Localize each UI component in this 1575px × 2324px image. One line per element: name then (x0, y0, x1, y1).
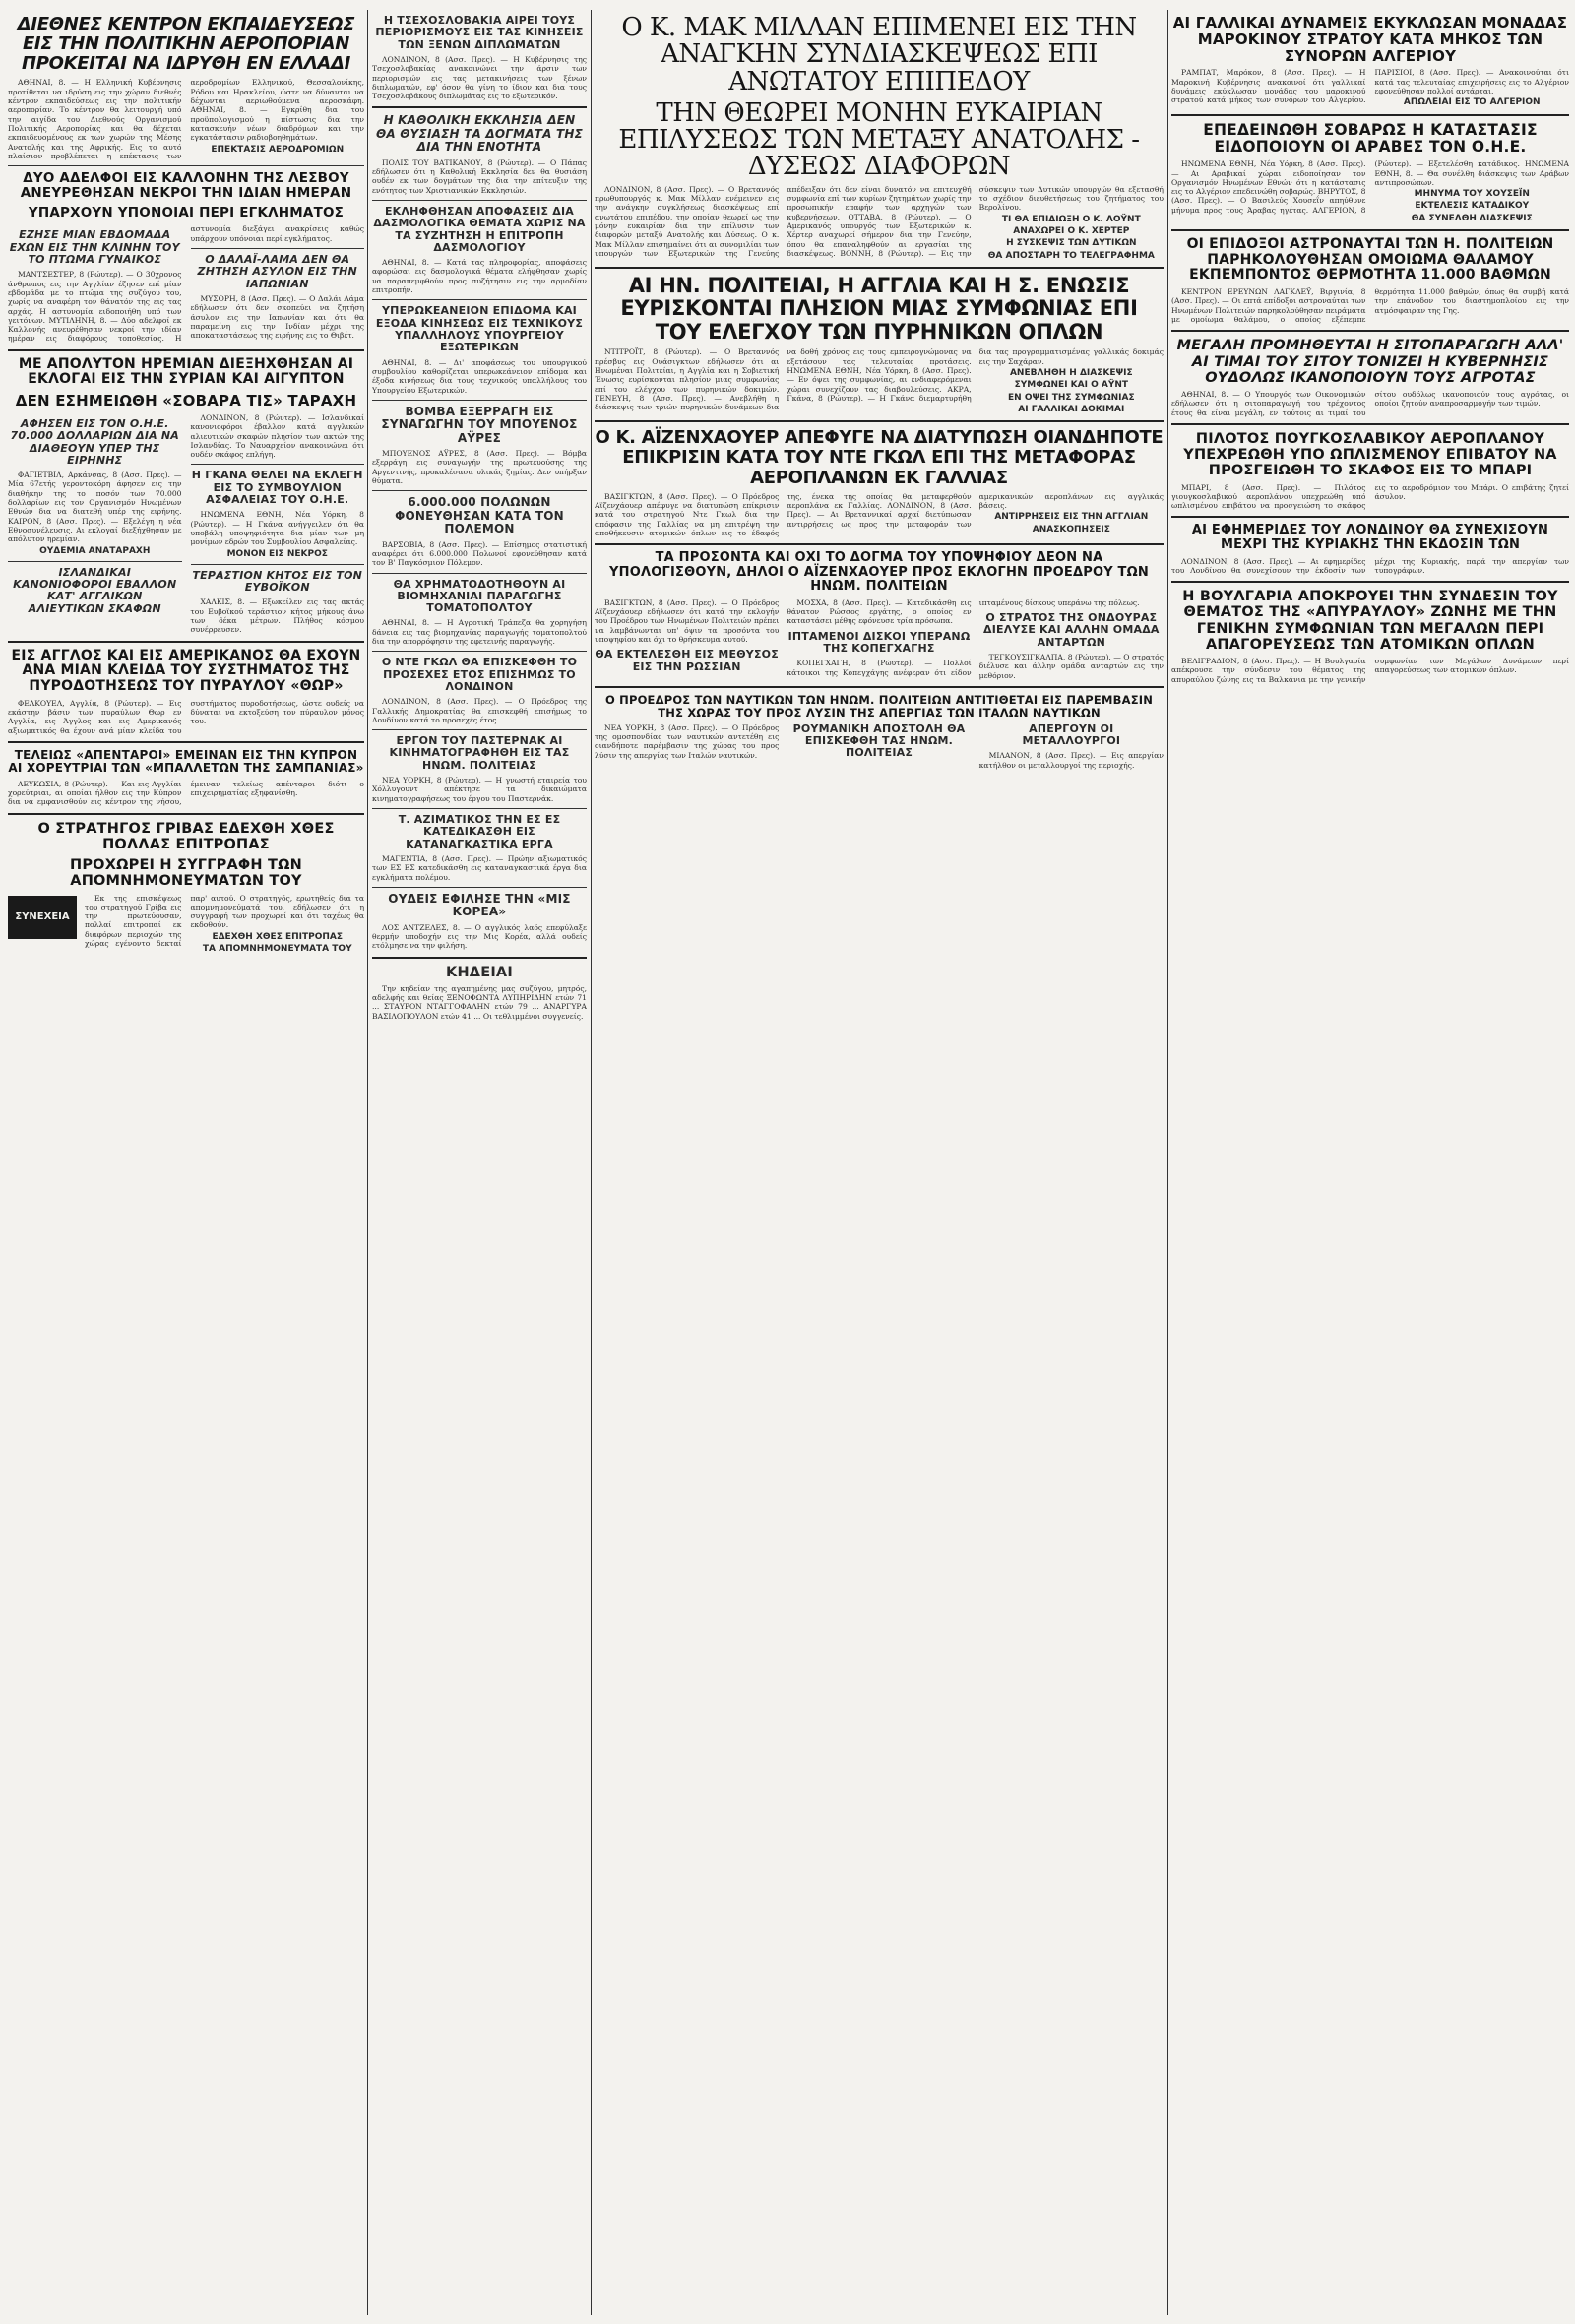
headline: ΚΗΔΕΙΑΙ (446, 964, 513, 980)
article-text: ΜΑΝΤΣΕΣΤΕΡ, 8 (Ρώυτερ). — Ο 30χρονος άνθρωπος εις την Αγγλίαν έζησεν επί μίαν εβδομάδα με το πτώμα της συζύγου του, χωρίς να αναφέρη τον θάνατόν της εις τας αρχάς. Η αστυνομία ειδοποιήθη υπό των γειτόνων. ΜΥΤΙΛΗΝΗ, 8. — Δύο αδελφοί εκ Καλλονής ανευρέθησαν νεκροί την ιδίαν ημέραν εις διαφόρους τοποθεσίας. Η αστυνομία διεξάγει ανακρίσεις καθώς υπάρχουν υπόνοιαι περί εγκλήματος. (8, 224, 364, 344)
headline: ΟΥΔΕΙΣ ΕΦΙΛΗΣΕ ΤΗΝ «ΜΙΣ ΚΟΡΕΑ» (388, 891, 571, 919)
subheading: ΟΥΔΕΜΙΑ ΑΝΑΤΑΡΑΧΗ (39, 545, 151, 556)
subheading: Η ΣΥΣΚΕΨΙΣ ΤΩΝ ΔΥΤΙΚΩΝ (1006, 238, 1137, 249)
article-text: ΜΟΣΧΑ, 8 (Ασσ. Πρες). — Κατεδικάσθη εις θάνατον Ρώσσος εργάτης, ο οποίος εν καταστάσει μέθης εφόνευσε τρία πρόσωπα. (787, 597, 972, 626)
headline: ΤΕΛΕΙΩΣ «ΑΠΕΝΤΑΡΟΙ» ΕΜΕΙΝΑΝ ΕΙΣ ΤΗΝ ΚΥΠΡΟΝ ΑΙ ΧΟΡΕΥΤΡΙΑΙ ΤΩΝ «ΜΠΑΛΛΕΤΩΝ ΤΗΣ ΣΑΜΠΑΝΙΑΣ» (8, 747, 364, 776)
headline: ΘΑ ΧΡΗΜΑΤΟΔΟΤΗΘΟΥΝ ΑΙ ΒΙΟΜΗΧΑΝΙΑΙ ΠΑΡΑΓΩΓΗΣ ΤΟΜΑΤΟΠΟΛΤΟΥ (393, 577, 566, 615)
article-text: ΛΟΝΔΙΝΟΝ, 8 (Ασσ. Πρες). — Ο Πρόεδρος της Γαλλικής Δημοκρατίας θα επισκεφθή επισήμως το Λονδίνον κατά το προσεχές έτος. (372, 697, 587, 724)
article-text: ΒΑΡΣΟΒΙΑ, 8 (Ασσ. Πρες). — Επίσημος στατιστική αναφέρει ότι 6.000.000 Πολωνοί εφονεύθησαν κατά τον Β' Παγκόσμιον Πόλεμον. (372, 539, 587, 568)
article-text: ΜΥΣΟΡΗ, 8 (Ασσ. Πρες). — Ο Δαλάι Λάμα εδήλωσεν ότι δεν σκοπεύει να ζητήση άσυλον εις την Ιαπωνίαν και ότι θα παραμείνη εις την Ινδίαν μέχρι της αποκαταστάσεως της ειρήνης εις το Θιβέτ. (190, 294, 364, 341)
article-text: ΝΕΑ ΥΟΡΚΗ, 8 (Ασσ. Πρες). — Ο Πρόεδρος της ομοσπονδίας των ναυτικών αντετέθη εις οιανδήποτε παρέμβασιν της χώρας του προς λύσιν της απεργίας των Ιταλών ναυτικών. (595, 722, 780, 760)
headline: ΜΕ ΑΠΟΛΥΤΟΝ ΗΡΕΜΙΑΝ ΔΙΕΞΗΧΘΗΣΑΝ ΑΙ ΕΚΛΟΓΑΙ ΕΙΣ ΤΗΝ ΣΥΡΙΑΝ ΚΑΙ ΑΙΓΥΠΤΟΝ (18, 355, 354, 388)
article-text: ΜΙΛΑΝΟΝ, 8 (Ασσ. Πρες). — Εις απεργίαν κατήλθον οι μεταλλουργοί της περιοχής. (978, 751, 1164, 770)
article-text: ΝΤΙΤΡΟΪΤ, 8 (Ρώυτερ). — Ο Βρεταννός πρέσβυς εις Ουάσιγκτων εδήλωσεν ότι αι Ηνωμέναι Πολιτείαι, η Αγγλία και η Σοβιετική Ένωσις ευρίσκονται πλησίον μιας συμφωνίας επί του ελέγχου των πυρηνικών δοκιμών. ΓΕΝΕΥΗ, 8 (Ασσ. Πρες). — Ανεβλήθη η διάσκεψις των τριών πυρηνικών δυνάμεων δια να δοθή χρόνος εις τους εμπειρογνώμονας να εξετάσουν τας τελευταίας προτάσεις. ΗΝΩΜΕΝΑ ΕΘΝΗ, Νέα Υόρκη, 8 (Ασσ. Πρες). — Εν όψει της συμφωνίας, αι ενδιαφερόμεναι χώραι συνεχίζουν τας διαβουλεύσεις. ΑΚΡΑ, Γκάνα, 8 (Ρώυτερ). — Η Γκάνα διεμαρτυρήθη δια τας προγραμματισμένας γαλλικάς δοκιμάς εις την Σαχάραν. (595, 347, 1164, 412)
article-text: ΜΑΓΕΝΤΙΑ, 8 (Ασσ. Πρες). — Πρώην αξιωματικός των ΕΣ ΕΣ κατεδικάσθη εις καταναγκαστικά έργα δια εγκλήματα πολέμου. (372, 853, 587, 882)
subheading: ΜΗΝΥΜΑ ΤΟΥ ΧΟΥΣΕΪΝ (1414, 189, 1530, 200)
subheading: ΘΑ ΣΥΝΕΛΘΗ ΔΙΑΣΚΕΨΙΣ (1411, 213, 1533, 223)
headline: Η ΤΣΕΧΟΣΛΟΒΑΚΙΑ ΑΙΡΕΙ ΤΟΥΣ ΠΕΡΙΟΡΙΣΜΟΥΣ ΕΙΣ ΤΑΣ ΚΙΝΗΣΕΙΣ ΤΩΝ ΞΕΝΩΝ ΔΙΠΛΩΜΑΤΩΝ (375, 14, 584, 51)
subheading: ΜΟΝΟΝ ΕΙΣ ΝΕΚΡΟΣ (226, 548, 328, 559)
headline: ΙΣΛΑΝΔΙΚΑΙ ΚΑΝΟΝΙΟΦΟΡΟΙ ΕΒΑΛΛΟΝ ΚΑΤ' ΑΓΓΛΙΚΩΝ ΑΛΙΕΥΤΙΚΩΝ ΣΚΑΦΩΝ (13, 565, 177, 615)
headline: Ο ΝΤΕ ΓΚΩΛ ΘΑ ΕΠΙΣΚΕΦΘΗ ΤΟ ΠΡΟΣΕΧΕΣ ΕΤΟΣ ΕΠΙΣΗΜΩΣ ΤΟ ΛΟΝΔΙΝΟΝ (381, 656, 578, 693)
headline: ΕΚΛΗΦΘΗΣΑΝ ΑΠΟΦΑΣΕΙΣ ΔΙΑ ΔΑΣΜΟΛΟΓΙΚΑ ΘΕΜΑΤΑ ΧΩΡΙΣ ΝΑ ΤΑ ΣΥΖΗΤΗΣΗ Η ΕΠΙΤΡΟΠΗ ΔΑΣΜΟΛΟΓΙΟΥ (373, 204, 586, 254)
article-text: ΛΟΣ ΑΝΤΖΕΛΕΣ, 8. — Ο αγγλικός λαός επεφύλαξε θερμήν υποδοχήν εις την Μις Κορέα, αλλά ουδείς ετόλμησε να την φιλήση. (372, 922, 587, 951)
subheading: ΕΔΕΧΘΗ ΧΘΕΣ ΕΠΙΤΡΟΠΑΣ (212, 931, 344, 942)
headline: ΠΡΟΧΩΡΕΙ Η ΣΥΓΓΡΑΦΗ ΤΩΝ ΑΠΟΜΝΗΜΟΝΕΥΜΑΤΩΝ ΤΟΥ (70, 857, 302, 890)
column-rule (1167, 10, 1168, 2315)
headline: ΘΑ ΕΚΤΕΛΕΣΘΗ ΕΙΣ ΜΕΘΥΣΟΣ ΕΙΣ ΤΗΝ ΡΩΣΣΙΑΝ (595, 648, 779, 673)
headline: ΟΙ ΕΠΙΔΟΞΟΙ ΑΣΤΡΟΝΑΥΤΑΙ ΤΩΝ Η. ΠΟΛΙΤΕΙΩΝ ΠΑΡΗΚΟΛΟΥΘΗΣΑΝ ΟΜΟΙΩΜΑ ΘΑΛΑΜΟΥ ΕΚΠΕΜΠΟΝΤΟΣ ΘΕΡΜΟΤΗΤΑ 11.000 ΒΑΘΜΩΝ (1186, 236, 1554, 283)
article-text: ΚΕΝΤΡΟΝ ΕΡΕΥΝΩΝ ΛΑΓΚΛΕΫ, Βιργινία, 8 (Ασσ. Πρες). — Οι επτά επίδοξοι αστροναύται των Ηνωμένων Πολιτειών παρηκολούθησαν πειράματα με ομοίωμα θαλάμου, ο οποίος εξέπεμπε θερμότητα 11.000 βαθμών, όπως θα συμβή κατά την επάνοδον του διαστημοπλοίου εις την ατμόσφαιραν της Γης. (1171, 287, 1569, 324)
article-text: ΧΑΛΚΙΣ, 8. — Εξωκείλεν εις τας ακτάς του Ευβοϊκού τεράστιον κήτος μήκους άνω των δέκα μέτρων. Πλήθος κόσμου συνέρρευσεν. (190, 597, 364, 635)
headline: ΔΥΟ ΑΔΕΛΦΟΙ ΕΙΣ ΚΑΛΛΟΝΗΝ ΤΗΣ ΛΕΣΒΟΥ ΑΝΕΥΡΕΘΗΣΑΝ ΝΕΚΡΟΙ ΤΗΝ ΙΔΙΑΝ ΗΜΕΡΑΝ (20, 170, 352, 202)
headline: ΙΠΤΑΜΕΝΟΙ ΔΙΣΚΟΙ ΥΠΕΡΑΝΩ ΤΗΣ ΚΟΠΕΓΧΑΓΗΣ (788, 629, 971, 655)
article-text: Εκ της επισκέψεως του στρατηγού Γρίβα εις την πρωτεύουσαν, πολλαί επιτροπαί εκ διαφόρων περιοχών της χώρας εγένοντο δεκταί παρ' αυτού. Ο στρατηγός, ερωτηθείς δια τα απομνημονεύματά του, εδήλωσεν ότι η συγγραφή των προχωρεί και ότι ταχέως θα εκδοθούν. (85, 893, 364, 949)
headline: Ο Κ. ΜΑΚ ΜΙΛΛΑΝ ΕΠΙΜΕΝΕΙ ΕΙΣ ΤΗΝ ΑΝΑΓΚΗΝ ΣΥΝΔΙΑΣΚΕΨΕΩΣ ΕΠΙ ΑΝΩΤΑΤΟΥ ΕΠΙΠΕΔΟΥ (621, 13, 1137, 96)
subheading: ΑΝΕΒΛΗΘΗ Η ΔΙΑΣΚΕΨΙΣ (1009, 368, 1133, 378)
headline: ΑΦΗΣΕΝ ΕΙΣ ΤΟΝ Ο.Η.Ε. 70.000 ΔΟΛΛΑΡΙΩΝ ΔΙΑ ΝΑ ΔΙΑΘΕΟΥΝ ΥΠΕΡ ΤΗΣ ΕΙΡΗΝΗΣ (10, 416, 179, 467)
headline: ΒΟΜΒΑ ΕΞΕΡΡΑΓΗ ΕΙΣ ΣΥΝΑΓΩΓΗΝ ΤΟΥ ΜΠΟΥΕΝΟΣ ΑΫΡΕΣ (381, 404, 578, 445)
article-text: ΚΟΠΕΓΧΑΓΗ, 8 (Ρώυτερ). — Πολλοί κάτοικοι της Κοπεγχάγης ανέφεραν ότι είδον ιπταμένους δίσκους υπεράνω της πόλεως. (787, 597, 1140, 677)
article-text: ΡΑΜΠΑΤ, Μαρόκον, 8 (Ασσ. Πρες). — Η Μαροκινή Κυβέρνησις ανακοινοί ότι γαλλικαί δυνάμεις εκύκλωσαν μονάδας του μαροκινού στρατού κατά μήκος των συνόρων του Αλγερίου. ΠΑΡΙΣΙΟΙ, 8 (Ασσ. Πρες). — Ανακοινούται ότι κατά τας τελευταίας επιχειρήσεις εις το Αλγέριον εφονεύθησαν πολλοί αντάρται. (1171, 68, 1569, 105)
article-text: ΜΠΟΥΕΝΟΣ ΑΫΡΕΣ, 8 (Ασσ. Πρες). — Βόμβα εξερράγη εις συναγωγήν της πρωτευούσης της Αργεντινής, προκαλέσασα υλικάς ζημίας. Δεν υπήρξαν θύματα. (372, 449, 587, 485)
article-text: ΦΑΓΙΕΤΒΙΛ, Αρκάνσας, 8 (Ασσ. Πρες). — Μία 67ετής γεροντοκόρη άφησεν εις την διαθήκην της το ποσόν των 70.000 δολλαρίων εις τον Οργανισμόν Ηνωμένων Εθνών δια να διατεθή υπέρ της ειρήνης. ΚΑΙΡΟΝ, 8 (Ασσ. Πρες). — Εξελέγη η νέα Εθνοσυνέλευσις. Αι εκλογαί διεξήχθησαν με απόλυτον ηρεμίαν. (8, 471, 182, 544)
article-text: ΤΕΓΚΟΥΣΙΓΚΑΛΠΑ, 8 (Ρώυτερ). — Ο στρατός διέλυσε και άλλην ομάδα ανταρτών εις την μεθόριον. (978, 653, 1164, 680)
headline: Τ. ΑΖΙΜΑΤΙΚΟΣ ΤΗΝ ΕΣ ΕΣ ΚΑΤΕΔΙΚΑΣΘΗ ΕΙΣ ΚΑΤΑΝΑΓΚΑΣΤΙΚΑ ΕΡΓΑ (398, 812, 561, 850)
column-1 (8, 10, 364, 2318)
headline: ΤΕΡΑΣΤΙΟΝ ΚΗΤΟΣ ΕΙΣ ΤΟΝ ΕΥΒΟΪΚΟΝ (192, 568, 363, 595)
article-text: ΠΟΛΙΣ ΤΟΥ ΒΑΤΙΚΑΝΟΥ, 8 (Ρώυτερ). — Ο Πάπας εδήλωσεν ότι η Καθολική Εκκλησία δεν θα θυσιάση ουδέν εκ των δογμάτων της δια την επίτευξιν της ενότητος των Χριστιανικών Εκκλησιών. (372, 157, 587, 195)
headline: Η ΒΟΥΛΓΑΡΙΑ ΑΠΟΚΡΟΥΕΙ ΤΗΝ ΣΥΝΔΕΣΙΝ ΤΟΥ ΘΕΜΑΤΟΣ ΤΗΣ «ΑΠΥΡΑΥΛΟΥ» ΖΩΝΗΣ ΜΕ ΤΗΝ ΓΕΝΙΚΗΝ ΣΥΜΦΩΝΙΑΝ ΤΩΝ ΜΕΓΑΛΩΝ ΠΕΡΙ ΑΠΑΓΟΡΕΥΣΕΩΣ ΤΩΝ ΑΤΟΜΙΚΩΝ ΟΠΛΩΝ (1182, 589, 1558, 653)
headline: ΤΑ ΠΡΟΣΟΝΤΑ ΚΑΙ ΟΧΙ ΤΟ ΔΟΓΜΑ ΤΟΥ ΥΠΟΨΗΦΙΟΥ ΔΕΟΝ ΝΑ ΥΠΟΛΟΓΙΣΘΟΥΝ, ΔΗΛΟΙ Ο ΑΪΖΕΝΧΑΟΥΕΡ ΠΡΟΣ ΕΚΛΟΓΗΝ ΠΡΟΕΔΡΟΥ ΤΩΝ ΗΝΩΜ. ΠΟΛΙΤΕΙΩΝ (609, 550, 1149, 595)
headline: ΡΟΥΜΑΝΙΚΗ ΑΠΟΣΤΟΛΗ ΘΑ ΕΠΙΣΚΕΦΘΗ ΤΑΣ ΗΝΩΜ. ΠΟΛΙΤΕΙΑΣ (792, 722, 966, 760)
headline: ΕΙΣ ΑΓΓΛΟΣ ΚΑΙ ΕΙΣ ΑΜΕΡΙΚΑΝΟΣ ΘΑ ΕΧΟΥΝ ΑΝΑ ΜΙΑΝ ΚΛΕΙΔΑ ΤΟΥ ΣΥΣΤΗΜΑΤΟΣ ΤΗΣ ΠΥΡΟΔΟΤΗΣΕΩΣ ΤΟΥ ΠΥΡΑΥΛΟΥ «ΘΩΡ» (11, 647, 361, 694)
continuation-logo: ΣΥΝΕΧΕΙΑ (8, 896, 77, 939)
subheading: ΑΝΑΣΚΟΠΗΣΕΙΣ (1032, 524, 1110, 534)
headline: ΕΡΓΟΝ ΤΟΥ ΠΑΣΤΕΡΝΑΚ ΑΙ ΚΙΝΗΜΑΤΟΓΡΑΦΗΘΗ ΕΙΣ ΤΑΣ ΗΝΩΜ. ΠΟΛΙΤΕΙΑΣ (389, 734, 570, 772)
headline: ΑΠΕΡΓΟΥΝ ΟΙ ΜΕΤΑΛΛΟΥΡΓΟΙ (1022, 722, 1121, 747)
subheading: ΑΝΤΙΡΡΗΣΕΙΣ ΕΙΣ ΤΗΝ ΑΓΓΛΙΑΝ (994, 512, 1149, 523)
headline: ΜΕΓΑΛΗ ΠΡΟΜΗΘΕΥΤΑΙ Η ΣΙΤΟΠΑΡΑΓΩΓΗ ΑΛΛ' ΑΙ ΤΙΜΑΙ ΤΟΥ ΣΙΤΟΥ ΤΟΝΙΖΕΙ Η ΚΥΒΕΡΝΗΣΙΣ ΟΥΔΟΛΩΣ ΙΚΑΝΟΠΟΙΟΥΝ ΤΟΥΣ ΑΓΡΟΤΑΣ (1176, 338, 1564, 386)
headline: Η ΓΚΑΝΑ ΘΕΛΕΙ ΝΑ ΕΚΛΕΓΗ ΕΙΣ ΤΟ ΣΥΜΒΟΥΛΙΟΝ ΑΣΦΑΛΕΙΑΣ ΤΟΥ Ο.Η.Ε. (191, 469, 363, 507)
column-4 (1171, 10, 1569, 2318)
article-text: ΜΠΑΡΙ, 8 (Ασσ. Πρες). — Πιλότος γιουγκοσλαβικού αεροπλάνου υπεχρεώθη υπό ωπλισμένου επιβάτου να προσγειώση το σκάφος εις το αεροδρόμιον του Μπάρι. Ο επιβάτης ζητεί άσυλον. (1171, 482, 1569, 511)
column-3 (595, 10, 1164, 2318)
article-text: ΑΘΗΝΑΙ, 8. — Ο Υπουργός των Οικονομικών εδήλωσεν ότι η σιτοπαραγωγή του τρέχοντος έτους θα είναι μεγάλη, εν τούτοις αι τιμαί του σίτου ουδόλως ικανοποιούν τους αγρότας, οι οποίοι ζητούν αναπροσαρμογήν των τιμών. (1171, 389, 1569, 417)
headline: ΑΙ ΓΑΛΛΙΚΑΙ ΔΥΝΑΜΕΙΣ ΕΚΥΚΛΩΣΑΝ ΜΟΝΑΔΑΣ ΜΑΡΟΚΙΝΟΥ ΣΤΡΑΤΟΥ ΚΑΤΑ ΜΗΚΟΣ ΤΩΝ ΣΥΝΟΡΩΝ ΑΛΓΕΡΙΟΥ (1172, 14, 1568, 65)
subheading: ΑΠΩΛΕΙΑΙ ΕΙΣ ΤΟ ΑΛΓΕΡΙΟΝ (1403, 97, 1541, 108)
headline: ΕΖΗΣΕ ΜΙΑΝ ΕΒΔΟΜΑΔΑ ΕΧΩΝ ΕΙΣ ΤΗΝ ΚΛΙΝΗΝ ΤΟΥ ΤΟ ΠΤΩΜΑ ΓΥΝΑΙΚΟΣ (9, 228, 180, 267)
column-rule (367, 10, 368, 2315)
column-2 (372, 10, 587, 2318)
article-text: ΑΘΗΝΑΙ, 8. — Η Ελληνική Κυβέρνησις προτίθεται να ιδρύση εις την χώραν διεθνές κέντρον εκπαιδεύσεως εις την πολιτικήν αεροπορίαν. Το κέντρον θα λειτουργή υπό την αιγίδα του Διεθνούς Οργανισμού Πολιτικής Αεροπορίας και θα δέχεται εκπαιδευομένους εκ των χωρών της Μέσης Ανατολής και της Αφρικής. Εις το αυτό πλαίσιον προβλέπεται η επέκτασις των αεροδρομίων Ελληνικού, Θεσσαλονίκης, Ρόδου και Ηρακλείου, ώστε να δύνανται να δέχωνται αεριωθούμενα αεροσκάφη. ΑΘΗΝΑΙ, 8. — Εγκρίθη δια του προϋπολογισμού η πίστωσις δια την κατασκευήν νέων διαδρόμων και την εγκατάστασιν ραδιοβοηθημάτων. (8, 78, 364, 160)
subheading: ΤΑ ΑΠΟΜΝΗΜΟΝΕΥΜΑΤΑ ΤΟΥ (202, 944, 352, 955)
article-text: ΛΕΥΚΩΣΙΑ, 8 (Ρώυτερ). — Και εις Αγγλίαι χορεύτριαι, αι οποίαι ήλθον εις την Κύπρον δια να εμφανισθούν εις κέντρον της νήσου, έμειναν τελείως απένταροι διότι ο επιχειρηματίας εξηφανίσθη. (8, 779, 364, 807)
article-text: ΑΘΗΝΑΙ, 8. — Κατά τας πληροφορίας, αποφάσεις αφορώσαι εις δασμολογικά θέματα ελήφθησαν χωρίς να παραπεμφθούν προς συζήτησιν εις την αρμοδίαν επιτροπήν. (372, 258, 587, 295)
subheading: ΤΙ ΘΑ ΕΠΙΔΙΩΞΗ Ο Κ. ΛΟΫΝΤ (1001, 214, 1141, 224)
subheading: ΣΥΜΦΩΝΕΙ ΚΑΙ Ο ΑΫΝΤ (1014, 380, 1129, 391)
headline: ΤΗΝ ΘΕΩΡΕΙ ΜΟΝΗΝ ΕΥΚΑΙΡΙΑΝ ΕΠΙΛΥΣΕΩΣ ΤΩΝ ΜΕΤΑΞΥ ΑΝΑΤΟΛΗΣ - ΔΥΣΕΩΣ ΔΙΑΦΟΡΩΝ (618, 97, 1140, 182)
headline: Η ΚΑΘΟΛΙΚΗ ΕΚΚΛΗΣΙΑ ΔΕΝ ΘΑ ΘΥΣΙΑΣΗ ΤΑ ΔΟΓΜΑΤΑ ΤΗΣ ΔΙΑ ΤΗΝ ΕΝΟΤΗΤΑ (375, 113, 583, 155)
headline: 6.000.000 ΠΟΛΩΝΩΝ ΦΟΝΕΥΘΗΣΑΝ ΚΑΤΑ ΤΟΝ ΠΟΛΕΜΟΝ (395, 495, 564, 536)
headline: ΕΠΕΔΕΙΝΩΘΗ ΣΟΒΑΡΩΣ Η ΚΑΤΑΣΤΑΣΙΣ ΕΙΔΟΠΟΙΟΥΝ ΟΙ ΑΡΑΒΕΣ ΤΟΝ Ο.Η.Ε. (1203, 120, 1538, 156)
subheading: ΕΠΕΚΤΑΣΙΣ ΑΕΡΟΔΡΟΜΙΩΝ (211, 144, 345, 155)
headline: Ο ΔΑΛΑΪ-ΛΑΜΑ ΔΕΝ ΘΑ ΖΗΤΗΣΗ ΑΣΥΛΟΝ ΕΙΣ ΤΗΝ ΙΑΠΩΝΙΑΝ (197, 253, 357, 290)
article-text: ΛΟΝΔΙΝΟΝ, 8 (Ασσ. Πρες). — Η Κυβέρνησις της Τσεχοσλοβακίας ανακοινώνει την άρσιν των περιορισμών εις τας μετακινήσεις των ξένων διπλωματών, εφ' όσον θα γίνη το ίδιον και δια τους Τσεχοσλοβάκους διπλωμάτας εις το εξωτερικόν. (372, 54, 587, 101)
subheading: ΕΚΤΕΛΕΣΙΣ ΚΑΤΑΔΙΚΟΥ (1415, 201, 1530, 212)
article-text: ΗΝΩΜΕΝΑ ΕΘΝΗ, Νέα Υόρκη, 8 (Ρώυτερ). — Η Γκάνα ανήγγειλεν ότι θα υποβάλη υποψηφιότητα δια μίαν των μη μονίμων εδρών του Συμβουλίου Ασφαλείας. (190, 510, 364, 547)
headline: Ο Κ. ΑΪΖΕΝΧΑΟΥΕΡ ΑΠΕΦΥΓΕ ΝΑ ΔΙΑΤΥΠΩΣΗ ΟΙΑΝΔΗΠΟΤΕ ΕΠΙΚΡΙΣΙΝ ΚΑΤΑ ΤΟΥ ΝΤΕ ΓΚΩΛ ΕΠΙ ΤΗΣ ΜΕΤΑΦΟΡΑΣ ΑΕΡΟΠΛΑΝΩΝ ΕΚ ΓΑΛΛΙΑΣ (595, 427, 1164, 488)
headline: ΑΙ ΗΝ. ΠΟΛΙΤΕΙΑΙ, Η ΑΓΓΛΙΑ ΚΑΙ Η Σ. ΕΝΩΣΙΣ ΕΥΡΙΣΚΟΝΤΑΙ ΠΛΗΣΙΟΝ ΜΙΑΣ ΣΥΜΦΩΝΙΑΣ ΕΠΙ ΤΟΥ ΕΛΕΓΧΟΥ ΤΩΝ ΠΥΡΗΝΙΚΩΝ ΟΠΛΩΝ (620, 273, 1138, 344)
article-text: ΗΝΩΜΕΝΑ ΕΘΝΗ, Νέα Υόρκη, 8 (Ασσ. Πρες). — Αι Αραβικαί χώραι ειδοποίησαν τον Οργανισμόν Ηνωμένων Εθνών ότι η κατάστασις εις το Αλγέριον επεδεινώθη σοβαρώς. ΒΗΡΥΤΟΣ, 8 (Ασσ. Πρες). — Ο Βασιλεύς Χουσεΐν απηύθυνε μήνυμα προς τους Άραβας ηγέτας. ΑΛΓΕΡΙΟΝ, 8 (Ρώυτερ). — Εξετελέσθη κατάδικος. ΗΝΩΜΕΝΑ ΕΘΝΗ, 8. — Θα συνέλθη διάσκεψις των Αράβων αντιπροσώπων. (1171, 159, 1569, 215)
article-text: Την κηδείαν της αγαπημένης μας συζύγου, μητρός, αδελφής και θείας ΞΕΝΟΦΩΝΤΑ ΛΥΠΗΡΙΔΗΝ ετών 71 ... ΣΤΑΥΡΟΝ ΝΤΑΓΓΟΦΑΛΗΝ ετών 79 ... ΑΝΑΡΓΥΡΑ ΒΑΣΙΛΟΠΟΥΛΟΝ ετών 41 ... Οι τεθλιμμένοι συγγενείς. (372, 983, 587, 1021)
headline: Ο ΣΤΡΑΤΟΣ ΤΗΣ ΟΝΔΟΥΡΑΣ ΔΙΕΛΥΣΕ ΚΑΙ ΑΛΛΗΝ ΟΜΑΔΑ ΑΝΤΑΡΤΩΝ (983, 611, 1160, 649)
headline: Ο ΣΤΡΑΤΗΓΟΣ ΓΡΙΒΑΣ ΕΔΕΧΘΗ ΧΘΕΣ ΠΟΛΛΑΣ ΕΠΙΤΡΟΠΑΣ (37, 820, 335, 852)
headline: Ο ΠΡΟΕΔΡΟΣ ΤΩΝ ΝΑΥΤΙΚΩΝ ΤΩΝ ΗΝΩΜ. ΠΟΛΙΤΕΙΩΝ ΑΝΤΙΤΙΘΕΤΑΙ ΕΙΣ ΠΑΡΕΜΒΑΣΙΝ ΤΗΣ ΧΩΡΑΣ ΤΟΥ ΠΡΟΣ ΛΥΣΙΝ ΤΗΣ ΑΠΕΡΓΙΑΣ ΤΩΝ ΙΤΑΛΩΝ ΝΑΥΤΙΚΩΝ (604, 692, 1154, 720)
headline: ΥΠΑΡΧΟΥΝ ΥΠΟΝΟΙΑΙ ΠΕΡΙ ΕΓΚΛΗΜΑΤΟΣ (28, 205, 345, 221)
article-text: ΒΑΣΙΓΚΤΩΝ, 8 (Ασσ. Πρες). — Ο Πρόεδρος Αϊζενχάουερ εδήλωσεν ότι κατά την εκλογήν του Προέδρου των Ηνωμένων Πολιτειών πρέπει να λαμβάνωνται υπ' όψιν τα προσόντα του υποψηφίου και όχι το θρήσκευμα αυτού. (595, 597, 780, 644)
subheading: ΕΝ ΟΨΕΙ ΤΗΣ ΣΥΜΦΩΝΙΑΣ (1008, 392, 1135, 403)
article-text: ΛΟΝΔΙΝΟΝ, 8 (Ασσ. Πρες). — Ο Βρεταννός πρωθυπουργός κ. Μακ Μίλλαν ενέμεινεν εις την ανάγκην συγκλήσεως διασκέψεως επί ανωτάτου επιπέδου, την οποίαν θεωρεί ως την μόνην ευκαιρίαν δια την επίλυσιν των διαφορών μεταξύ Ανατολής και Δύσεως. Ο κ. Μακ Μίλλαν επισημαίνει ότι αι συνομιλίαι των υπουργών των Εξωτερικών της Γενεύης απέδειξαν ότι δεν είναι δυνατόν να επιτευχθή συμφωνία επί των κυρίων ζητημάτων χωρίς την προσωπικήν επαφήν των αρχηγών των κυβερνήσεων. ΟΤΤΑΒΑ, 8 (Ρώυτερ). — Ο Αμερικανός υπουργός των Εξωτερικών κ. Χέρτερ αναχωρεί σήμερον δια την Γενεύην, όπου θα επαναληφθούν αι εργασίαι της διασκέψεως. ΒΟΝΝΗ, 8 (Ρώυτερ). — Εις την σύσκεψιν των Δυτικών υπουργών θα εξετασθή το σχέδιον διευθετήσεως του ζητήματος του Βερολίνου. (595, 184, 1164, 258)
article-text: ΦΕΛΚΟΥΕΛ, Αγγλία, 8 (Ρώυτερ). — Εις εκάστην βάσιν των πυραύλων Θωρ εν Αγγλία, εις Άγγλος και εις Αμερικανός αξιωματικός θα έχουν ανά μίαν κλείδα του συστήματος πυροδοτήσεως, ώστε ουδείς να δύναται να εκτοξεύση τον πύραυλον μόνος του. (8, 698, 364, 735)
article-body (8, 78, 364, 160)
article-text: ΑΘΗΝΑΙ, 8. — Η Αγροτική Τράπεζα θα χορηγήση δάνεια εις τας βιομηχανίας παραγωγής τοματοπολτού δια την απορρόφησιν της εφετεινής παραγωγής. (372, 618, 587, 647)
article-text: ΝΕΑ ΥΟΡΚΗ, 8 (Ρώυτερ). — Η γνωστή εταιρεία του Χόλλυγουντ απέκτησε τα δικαιώματα κινηματογραφήσεως του έργου του Παστερνάκ. (372, 776, 587, 803)
article-text: ΒΕΛΙΓΡΑΔΙΟΝ, 8 (Ασσ. Πρες). — Η Βουλγαρία απέκρουσε την σύνδεσιν του θέματος της απυραύλου ζώνης εις τα Βαλκάνια με την γενικήν συμφωνίαν των Μεγάλων Δυνάμεων περί απαγορεύσεως των ατομικών όπλων. (1171, 657, 1569, 684)
headline: ΑΙ ΕΦΗΜΕΡΙΔΕΣ ΤΟΥ ΛΟΝΔΙΝΟΥ ΘΑ ΣΥΝΕΧΙΣΟΥΝ ΜΕΧΡΙ ΤΗΣ ΚΥΡΙΑΚΗΣ ΤΗΝ ΕΚΔΟΣΙΝ ΤΩΝ (1191, 523, 1549, 553)
article-text: ΒΑΣΙΓΚΤΩΝ, 8 (Ασσ. Πρες). — Ο Πρόεδρος Αϊζενχάουερ απέφυγε να διατυπώση επίκρισιν κατά του στρατηγού Ντε Γκωλ δια την απόφασιν της Γαλλίας να μη επιτρέψη την αποθήκευσιν ατομικών όπλων εις το έδαφός της, ένεκα της οποίας θα μεταφερθούν αεροπλάνα εκ Γαλλίας. ΛΟΝΔΙΝΟΝ, 8 (Ασσ. Πρες). — Αι Βρεταννικαί αρχαί διετύπωσαν αντιρρήσεις ως προς την μεταφοράν των αμερικανικών αεροπλάνων εις αγγλικάς βάσεις. (595, 491, 1164, 537)
article-text: ΛΟΝΔΙΝΟΝ, 8 (Ασσ. Πρες). — Αι εφημερίδες του Λονδίνου θα συνεχίσουν την έκδοσίν των μέχρι της Κυριακής, παρά την απεργίαν των τυπογράφων. (1171, 556, 1569, 575)
subheading: ΑΝΑΧΩΡΕΙ Ο Κ. ΧΕΡΤΕΡ (1013, 225, 1130, 236)
headline: ΠΙΛΟΤΟΣ ΠΟΥΓΚΟΣΛΑΒΙΚΟΥ ΑΕΡΟΠΛΑΝΟΥ ΥΠΕΧΡΕΩΘΗ ΥΠΟ ΩΠΛΙΣΜΕΝΟΥ ΕΠΙΒΑΤΟΥ ΝΑ ΠΡΟΣΓΕΙΩΘΗ ΤΟ ΣΚΑΦΟΣ ΕΙΣ ΤΟ ΜΠΑΡΙ (1183, 430, 1557, 479)
headline: ΔΕΝ ΕΣΗΜΕΙΩΘΗ «ΣΟΒΑΡΑ ΤΙΣ» ΤΑΡΑΧΗ (15, 392, 357, 410)
subheading: ΘΑ ΑΠΟΣΤΑΡΗ ΤΟ ΤΕΛΕΓΡΑΦΗΜΑ (987, 250, 1155, 261)
article-text: ΑΘΗΝΑΙ, 8. — Δι' αποφάσεως του υπουργικού συμβουλίου καθορίζεται υπερωκεάνειον επίδομα και έξοδα κινήσεως δια τους τεχνικούς υπαλλήλους του Υπουργείου Εξωτερικών. (372, 357, 587, 395)
headline: ΥΠΕΡΩΚΕΑΝΕΙΟΝ ΕΠΙΔΟΜΑ ΚΑΙ ΕΞΟΔΑ ΚΙΝΗΣΕΩΣ ΕΙΣ ΤΕΧΝΙΚΟΥΣ ΥΠΑΛΛΗΛΟΥΣ ΥΠΟΥΡΓΕΙΟΥ ΕΞΩΤΕΡΙΚΩΝ (375, 304, 584, 354)
article-text: ΛΟΝΔΙΝΟΝ, 8 (Ρώυτερ). — Ισλανδικαί κανονιοφόροι έβαλλον κατά αγγλικών αλιευτικών σκαφών πλησίον των ακτών της Ισλανδίας. Το Ναυαρχείον ανακοινώνει ότι ουδέν σκάφος επλήγη. (190, 412, 364, 460)
subheading: ΑΙ ΓΑΛΛΙΚΑΙ ΔΟΚΙΜΑΙ (1018, 404, 1125, 414)
column-rule (591, 10, 592, 2315)
headline: ΔΙΕΘΝΕΣ ΚΕΝΤΡΟΝ ΕΚΠΑΙΔΕΥΣΕΩΣ ΕΙΣ ΤΗΝ ΠΟΛΙΤΙΚΗΝ ΑΕΡΟΠΟΡΙΑΝ ΠΡΟΚΕΙΤΑΙ ΝΑ ΙΔΡΥΘΗ ΕΝ ΕΛΛΑΔΙ (17, 14, 355, 75)
